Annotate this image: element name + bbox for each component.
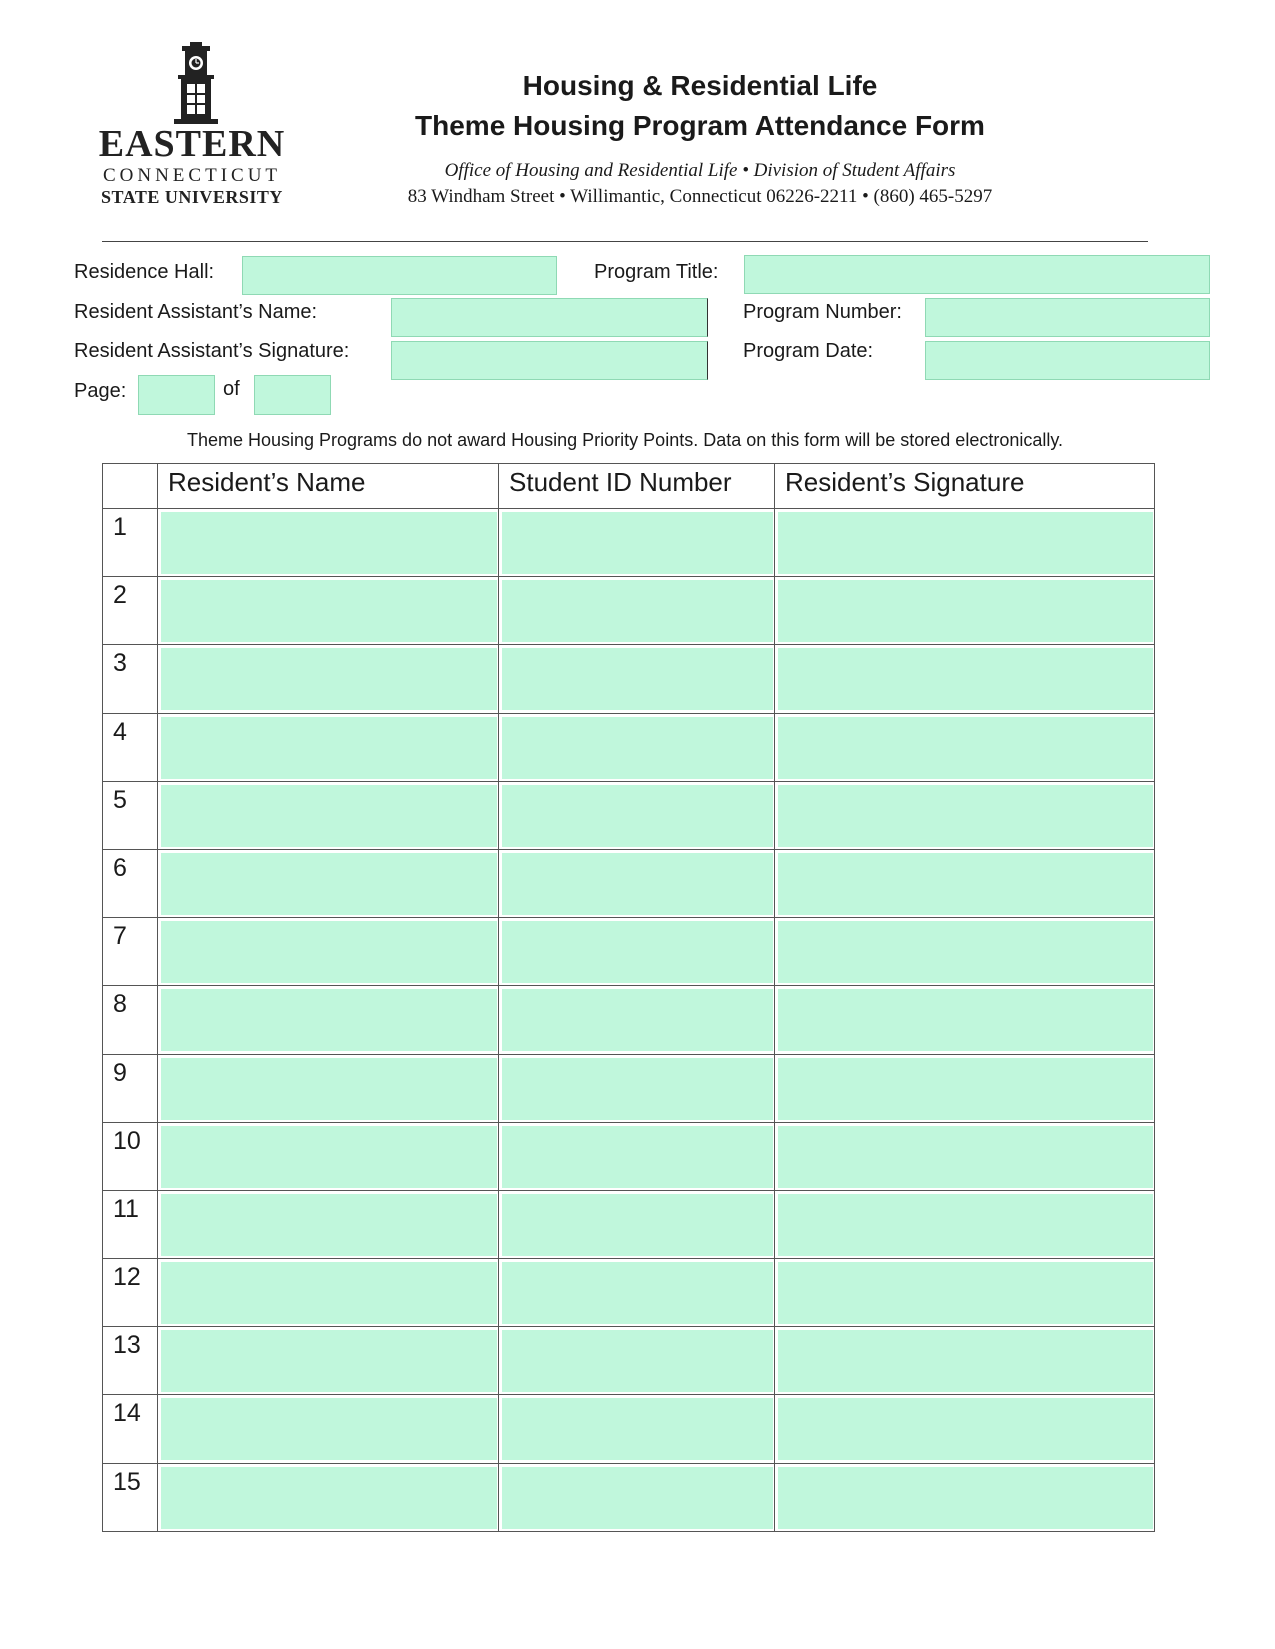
table-cell <box>499 1327 775 1395</box>
resident-name-input[interactable] <box>161 989 497 1051</box>
table-cell <box>158 918 499 986</box>
student-id-input[interactable] <box>502 1330 773 1392</box>
table-row <box>103 1327 1155 1395</box>
table-cell <box>158 509 499 577</box>
table-cell <box>775 713 1155 781</box>
row-number: 7 <box>103 918 158 986</box>
table-row <box>103 577 1155 645</box>
resident-signature-input[interactable] <box>778 1126 1153 1188</box>
office-line: Office of Housing and Residential Life • Division of Student Affairs <box>444 160 956 181</box>
table-cell <box>499 1190 775 1258</box>
program-date-label: Program Date: <box>743 340 874 362</box>
table-cell <box>499 781 775 849</box>
ra-name-field[interactable] <box>391 298 708 337</box>
row-number: 11 <box>103 1190 158 1258</box>
resident-signature-input[interactable] <box>778 853 1153 915</box>
table-cell <box>775 1259 1155 1327</box>
table-row <box>103 713 1155 781</box>
logo-state-university: STATE UNIVERSITY <box>101 187 283 207</box>
table-cell <box>499 1463 775 1531</box>
table-row <box>103 781 1155 849</box>
table-cell <box>775 1463 1155 1531</box>
residence-hall-field[interactable] <box>242 256 557 295</box>
row-number: 4 <box>103 713 158 781</box>
page-title: Housing & Residential Life <box>522 70 878 101</box>
resident-signature-input[interactable] <box>778 921 1153 983</box>
page-label: Page: <box>74 380 127 402</box>
table-cell <box>499 713 775 781</box>
table-cell <box>775 645 1155 713</box>
row-number: 14 <box>103 1395 158 1463</box>
table-cell <box>158 1259 499 1327</box>
table-cell <box>158 713 499 781</box>
table-cell <box>775 1122 1155 1190</box>
table-cell <box>499 577 775 645</box>
resident-signature-input[interactable] <box>778 580 1153 642</box>
student-id-input[interactable] <box>502 512 773 574</box>
table-cell <box>775 849 1155 917</box>
resident-name-input[interactable] <box>161 1262 497 1324</box>
student-id-input[interactable] <box>502 1262 773 1324</box>
column-header-resident-signature: Resident’s Signature <box>775 464 1155 509</box>
of-label: of <box>223 378 240 400</box>
resident-signature-input[interactable] <box>778 1330 1153 1392</box>
table-cell <box>499 1122 775 1190</box>
attendance-table <box>102 463 1155 1532</box>
table-row <box>103 1259 1155 1327</box>
table-cell <box>499 1259 775 1327</box>
column-header-resident-name: Resident’s Name <box>158 464 499 509</box>
ra-signature-label: Resident Assistant’s Signature: <box>74 340 350 362</box>
resident-signature-input[interactable] <box>778 1398 1153 1460</box>
student-id-input[interactable] <box>502 785 773 847</box>
table-cell <box>158 1190 499 1258</box>
row-number: 5 <box>103 781 158 849</box>
table-body <box>103 509 1155 1532</box>
table-cell <box>158 849 499 917</box>
table-cell <box>775 1327 1155 1395</box>
resident-name-input[interactable] <box>161 512 497 574</box>
table-row <box>103 986 1155 1054</box>
row-number: 1 <box>103 509 158 577</box>
student-id-input[interactable] <box>502 717 773 779</box>
storage-notice: Theme Housing Programs do not award Housing Priority Points. Data on this form will be stored electronically. <box>186 430 1064 450</box>
resident-name-input[interactable] <box>161 648 497 710</box>
table-row <box>103 918 1155 986</box>
resident-signature-input[interactable] <box>778 1194 1153 1256</box>
column-header-student-id: Student ID Number <box>499 464 775 509</box>
table-cell <box>775 1190 1155 1258</box>
table-cell <box>158 1395 499 1463</box>
resident-name-input[interactable] <box>161 921 497 983</box>
resident-signature-input[interactable] <box>778 1058 1153 1120</box>
table-row <box>103 1395 1155 1463</box>
table-cell <box>158 1463 499 1531</box>
student-id-input[interactable] <box>502 989 773 1051</box>
table-cell <box>775 509 1155 577</box>
row-number: 9 <box>103 1054 158 1122</box>
resident-name-input[interactable] <box>161 1398 497 1460</box>
table-cell <box>775 986 1155 1054</box>
table-cell <box>499 1395 775 1463</box>
table-cell <box>775 1395 1155 1463</box>
table-row <box>103 645 1155 713</box>
resident-name-input[interactable] <box>161 1467 497 1529</box>
ra-name-label: Resident Assistant’s Name: <box>74 301 318 323</box>
row-number: 3 <box>103 645 158 713</box>
row-number: 12 <box>103 1259 158 1327</box>
clock-tower-icon <box>168 42 224 124</box>
table-header-row <box>103 464 1155 509</box>
table-cell <box>499 509 775 577</box>
student-id-input[interactable] <box>502 1194 773 1256</box>
student-id-input[interactable] <box>502 648 773 710</box>
table-cell <box>775 1054 1155 1122</box>
table-cell <box>158 577 499 645</box>
table-cell <box>775 918 1155 986</box>
table-cell <box>158 986 499 1054</box>
table-cell <box>499 918 775 986</box>
logo-connecticut: CONNECTICUT <box>102 165 282 186</box>
table-cell <box>499 645 775 713</box>
row-number: 8 <box>103 986 158 1054</box>
resident-name-input[interactable] <box>161 785 497 847</box>
logo-eastern: EASTERN <box>98 123 286 165</box>
student-id-input[interactable] <box>502 921 773 983</box>
student-id-input[interactable] <box>502 580 773 642</box>
address-line: 83 Windham Street • Willimantic, Connecticut 06226-2211 • (860) 465-5297 <box>407 186 993 207</box>
table-cell <box>499 849 775 917</box>
table-row <box>103 1122 1155 1190</box>
program-title-field[interactable] <box>744 255 1210 294</box>
resident-signature-input[interactable] <box>778 648 1153 710</box>
row-number: 2 <box>103 577 158 645</box>
resident-signature-input[interactable] <box>778 1467 1153 1529</box>
resident-name-input[interactable] <box>161 1058 497 1120</box>
table-row <box>103 849 1155 917</box>
resident-name-input[interactable] <box>161 1126 497 1188</box>
table-cell <box>158 1327 499 1395</box>
table-cell <box>775 781 1155 849</box>
table-row <box>103 1054 1155 1122</box>
ra-signature-field[interactable] <box>391 341 708 380</box>
page-total-field[interactable] <box>254 375 331 415</box>
table-cell <box>499 986 775 1054</box>
student-id-input[interactable] <box>502 1398 773 1460</box>
table-row <box>103 1463 1155 1531</box>
table-row <box>103 509 1155 577</box>
residence-hall-label: Residence Hall: <box>74 261 215 283</box>
row-number: 10 <box>103 1122 158 1190</box>
table-cell <box>158 1122 499 1190</box>
resident-name-input[interactable] <box>161 853 497 915</box>
table-cell <box>158 645 499 713</box>
resident-signature-input[interactable] <box>778 785 1153 847</box>
header-divider <box>102 241 1148 242</box>
table-cell <box>775 577 1155 645</box>
program-date-field[interactable] <box>925 341 1210 380</box>
program-number-field[interactable] <box>925 298 1210 337</box>
student-id-input[interactable] <box>502 1058 773 1120</box>
student-id-input[interactable] <box>502 1467 773 1529</box>
page-number-field[interactable] <box>138 375 215 415</box>
resident-signature-input[interactable] <box>778 717 1153 779</box>
table-cell <box>499 1054 775 1122</box>
program-number-label: Program Number: <box>743 301 902 323</box>
resident-name-input[interactable] <box>161 580 497 642</box>
table-cell <box>158 781 499 849</box>
table-row <box>103 1190 1155 1258</box>
resident-name-input[interactable] <box>161 717 497 779</box>
resident-signature-input[interactable] <box>778 512 1153 574</box>
resident-name-input[interactable] <box>161 1330 497 1392</box>
program-title-label: Program Title: <box>594 261 719 283</box>
student-id-input[interactable] <box>502 1126 773 1188</box>
column-header-number <box>103 464 158 509</box>
form-title: Theme Housing Program Attendance Form <box>415 110 985 141</box>
row-number: 13 <box>103 1327 158 1395</box>
row-number: 6 <box>103 849 158 917</box>
resident-signature-input[interactable] <box>778 1262 1153 1324</box>
student-id-input[interactable] <box>502 853 773 915</box>
resident-signature-input[interactable] <box>778 989 1153 1051</box>
row-number: 15 <box>103 1463 158 1531</box>
table-cell <box>158 1054 499 1122</box>
resident-name-input[interactable] <box>161 1194 497 1256</box>
